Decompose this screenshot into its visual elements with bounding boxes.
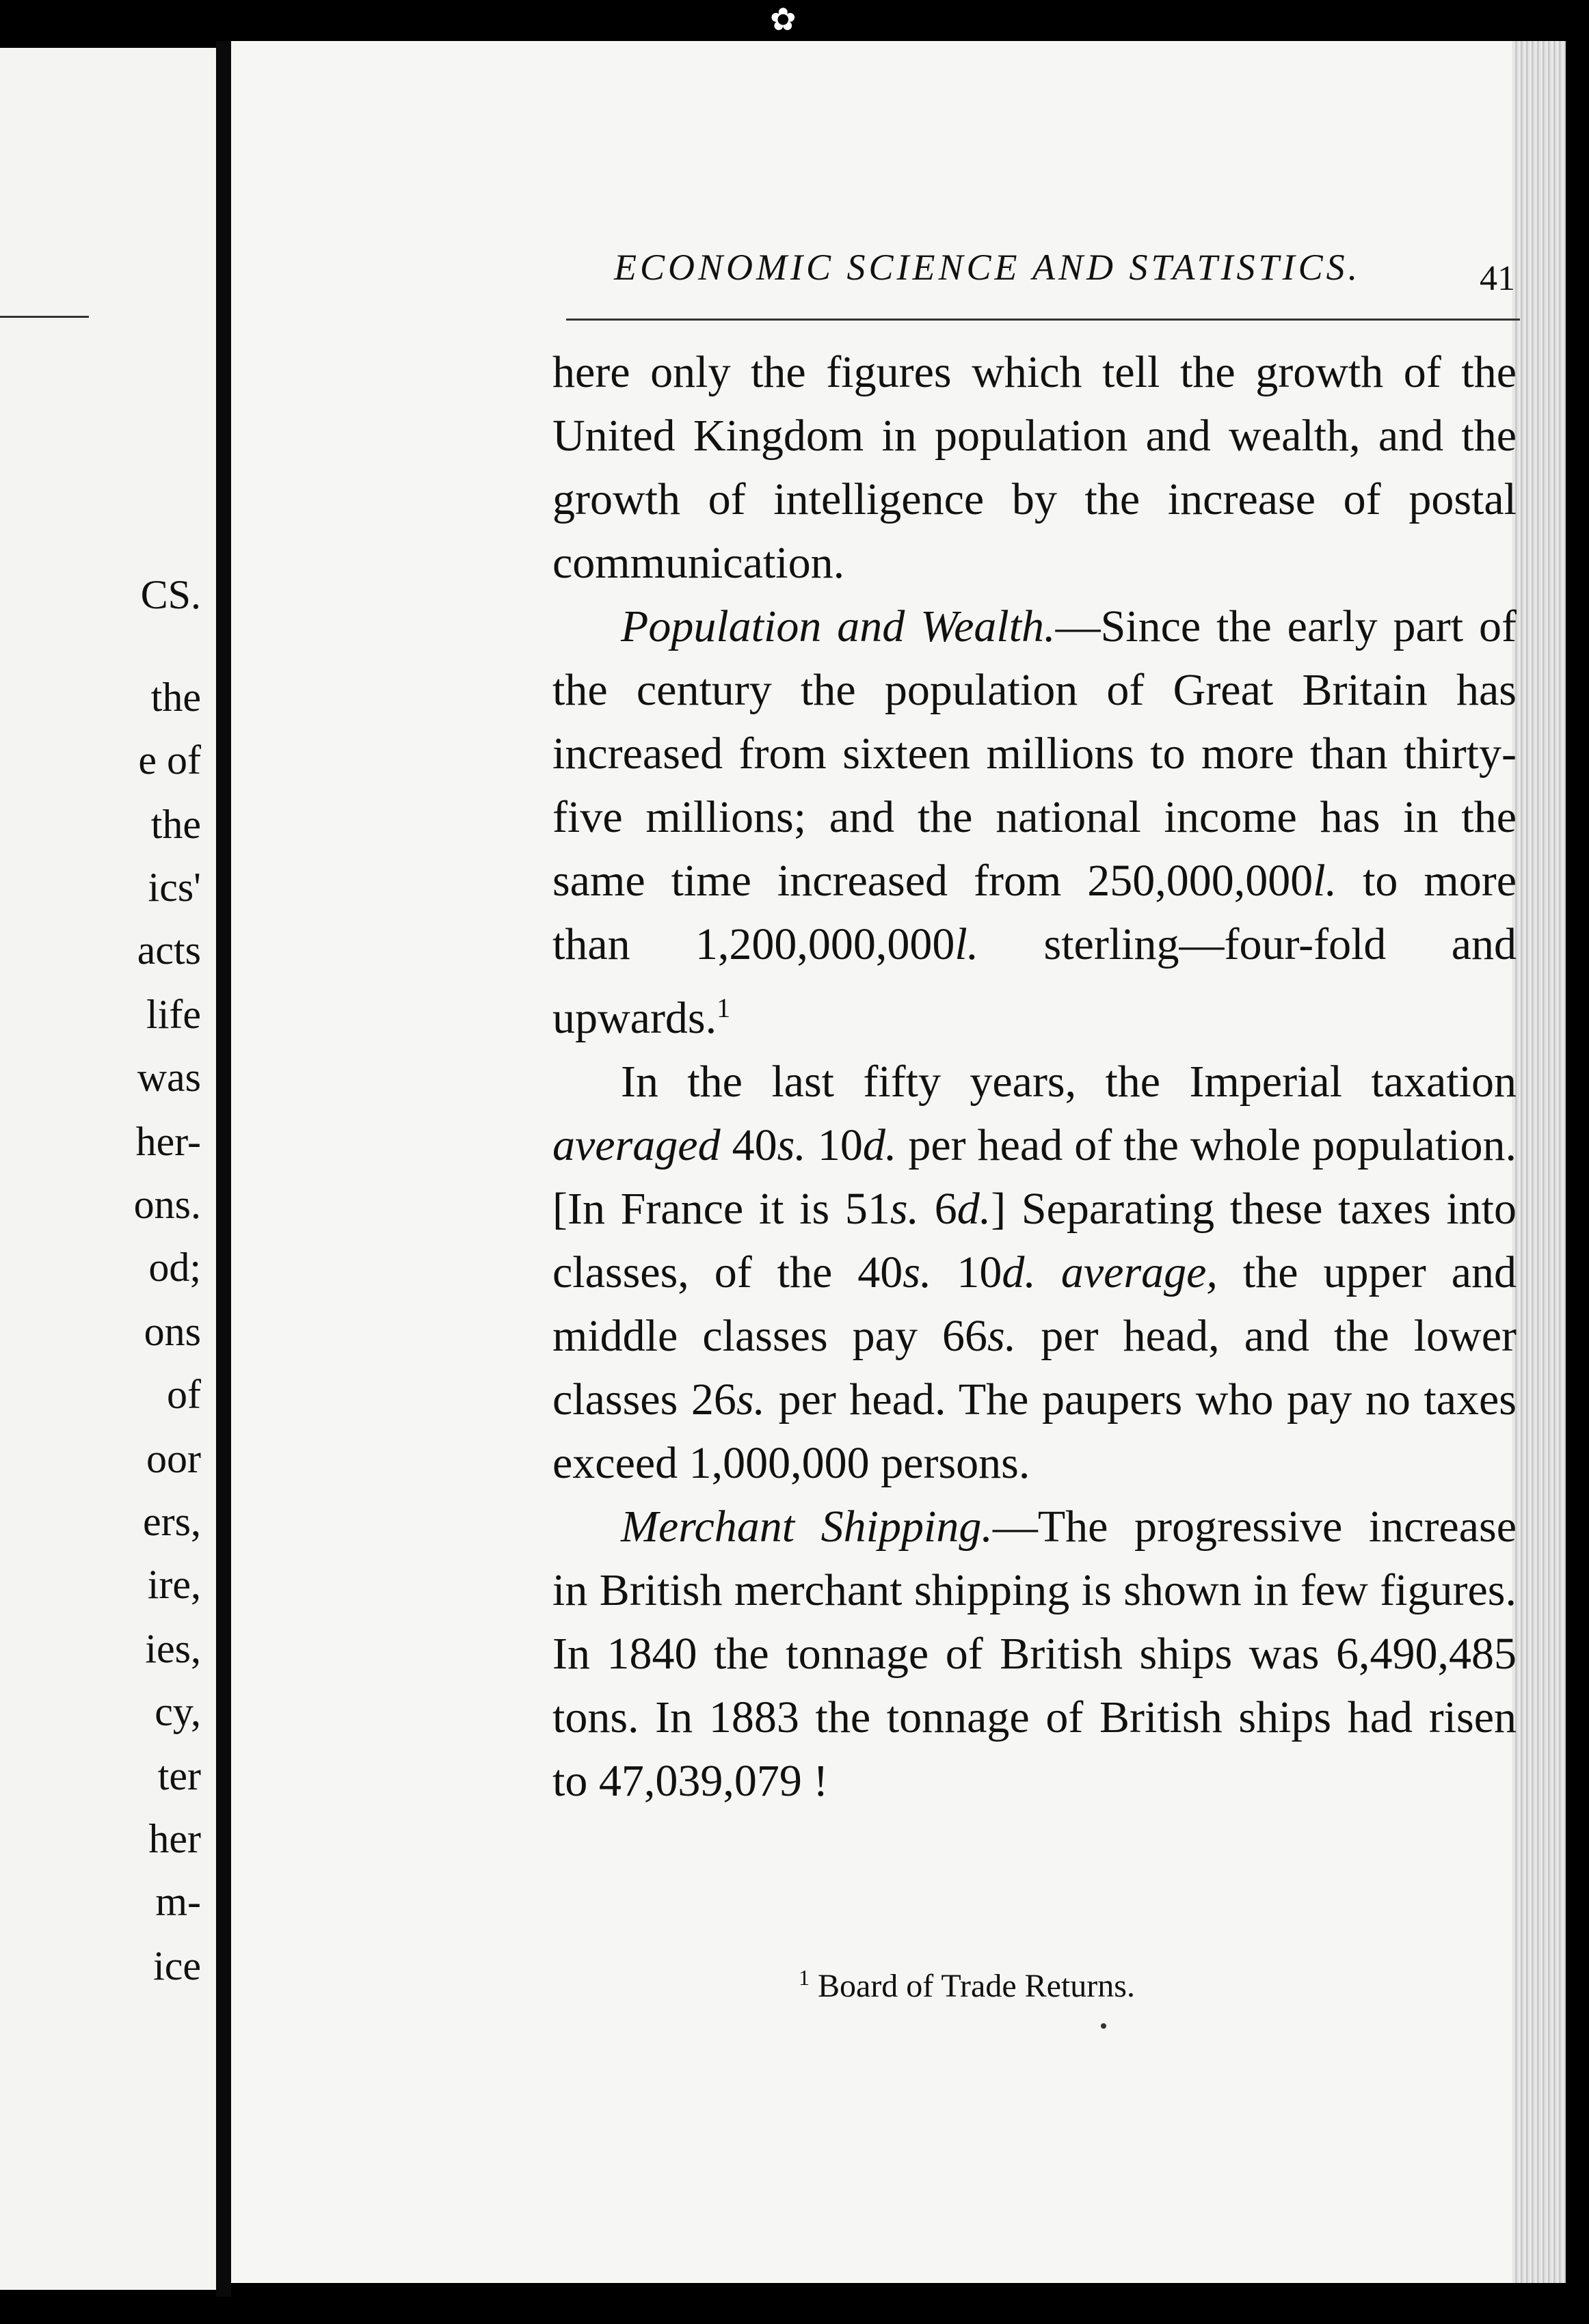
left-fragment: ice (153, 1943, 201, 1988)
left-fragment: the (150, 802, 201, 847)
left-fragment: acts (137, 928, 201, 973)
left-fragment: cy, (155, 1689, 201, 1734)
print-speck (1101, 2023, 1106, 2029)
left-fragment: e of (138, 738, 201, 783)
paragraph-population: Population and Wealth.—Since the early part of the century the population of Great Britain has increased from sixteen millions to more than thirty-five millions; and the national income has in the same time increased from 250,000,000l. to more than 1,200,000,000l. sterling—four-fold and upwards.$^1$ (552, 602, 1517, 1043)
left-fragment: od; (148, 1245, 201, 1290)
paragraph-intro: here only the figures which tell the growth of the United Kingdom in population and wealth, and the growth of intelligence by the increase of postal communication. (552, 347, 1517, 588)
book-gutter (216, 41, 231, 2297)
left-fragment: ics' (148, 865, 201, 910)
footnote-reference: 1 (717, 992, 731, 1023)
binding-ornament-icon: ✿ (770, 2, 797, 37)
left-fragment: the (150, 675, 201, 720)
left-fragment: ons. (133, 1182, 201, 1227)
left-fragment: oor (146, 1436, 201, 1481)
left-fragment: ons (144, 1309, 201, 1354)
footnote: $^1$ Board of Trade Returns. (799, 1965, 1135, 2004)
header-rule (566, 319, 1520, 321)
left-fragment: CS. (140, 572, 201, 617)
page-number: 41 (1480, 259, 1515, 298)
left-page-rule (0, 316, 89, 318)
left-fragment: ter (157, 1753, 201, 1798)
running-head: ECONOMIC SCIENCE AND STATISTICS. (614, 247, 1361, 288)
page-edge (1512, 41, 1566, 2283)
left-fragment: was (137, 1055, 201, 1100)
body-text (552, 340, 1517, 1813)
right-page (231, 41, 1566, 2283)
left-fragment: her- (135, 1119, 201, 1164)
left-fragment: ies, (145, 1626, 201, 1671)
paragraph-taxation: In the last fifty years, the Imperial taxation averaged 40s. 10d. per head of the whole population. [In France it is 51s. 6d.] Separating these taxes into classes, of the 40s. 10d. average, the upper and middle classes pay 66s. per head, and the lower classes 26s. per head. The paupers who pay no taxes exceed 1,000,000 persons. (552, 1057, 1517, 1488)
left-fragment: of (167, 1372, 201, 1417)
left-fragment: m- (155, 1879, 201, 1924)
left-fragment: ire, (147, 1562, 201, 1607)
left-fragment: life (146, 992, 201, 1037)
left-fragment: her (148, 1816, 201, 1861)
section-heading-shipping: Merchant Shipping. (621, 1502, 993, 1552)
left-page-edge (0, 48, 216, 2290)
section-heading-population: Population and Wealth. (621, 602, 1056, 651)
left-fragment: ers, (143, 1499, 201, 1544)
paragraph-shipping: Merchant Shipping.—The progressive increase in British merchant shipping is shown in few figures. In 1840 the tonnage of British ships was 6,490,485 tons. In 1883 the tonnage of British ships had risen to 47,039,079 ! (552, 1502, 1517, 1806)
